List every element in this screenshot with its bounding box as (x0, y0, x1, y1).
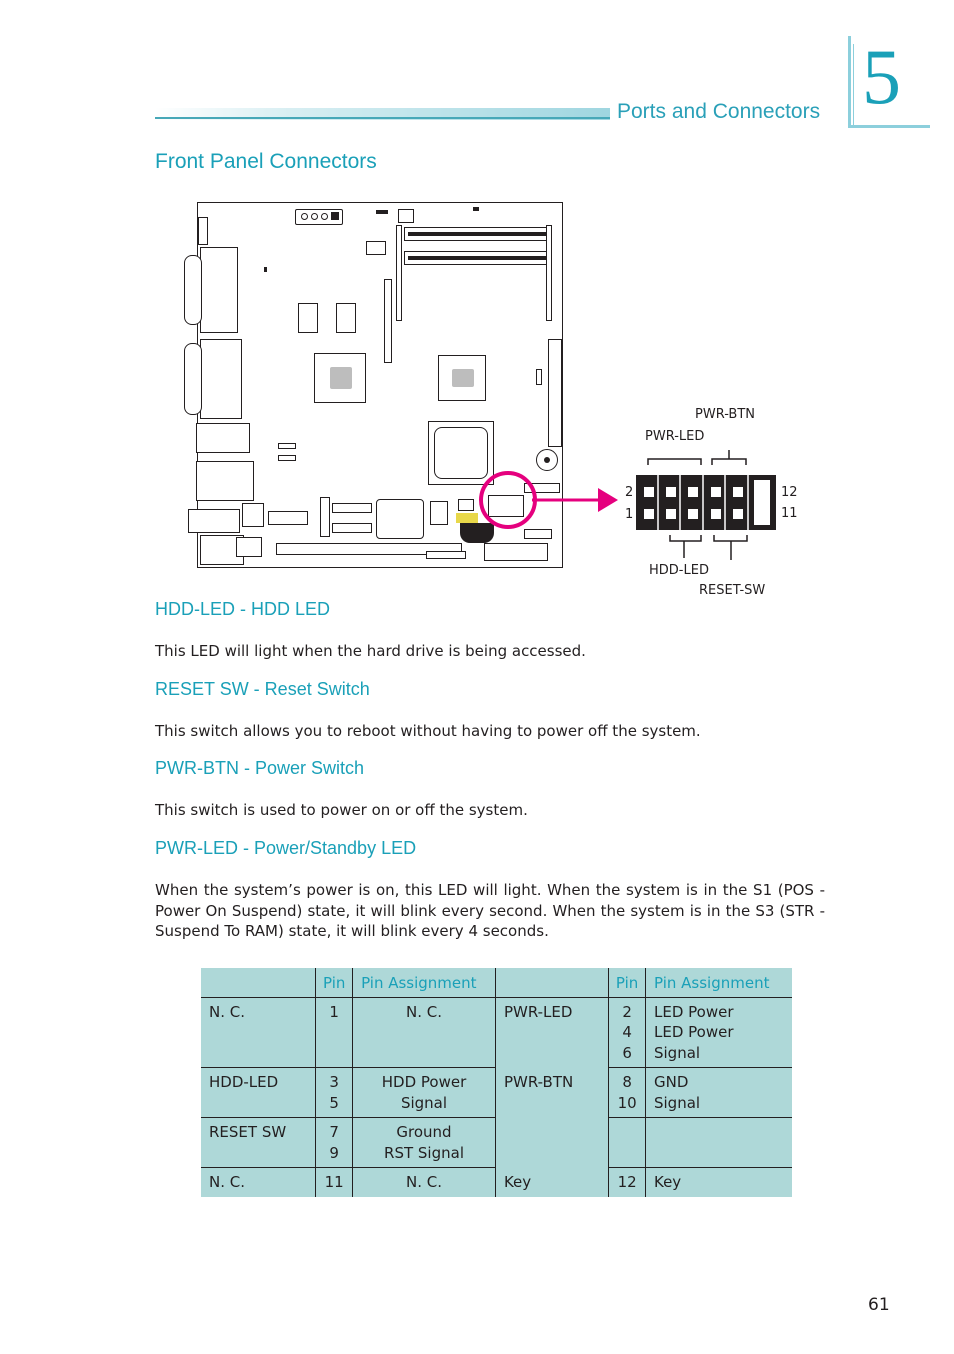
table-cell: RESET SW (201, 1118, 316, 1168)
board-part (484, 543, 548, 561)
table-cell: Key (645, 1168, 792, 1197)
table-header-cell: Pin Assignment (645, 968, 792, 997)
table-cell: 1 (316, 997, 353, 1068)
header-rule (155, 108, 610, 120)
table-cell: 2 4 6 (609, 997, 646, 1068)
usb-port (196, 423, 250, 453)
table-header-cell: Pin Assignment (353, 968, 496, 997)
battery-terminal (544, 457, 550, 463)
section-title: Ports and Connectors (617, 100, 821, 123)
pin (666, 509, 676, 519)
table-cell: HDD Power Signal (353, 1068, 496, 1118)
pwr-led-label: PWR-LED (645, 429, 705, 444)
pin (688, 487, 698, 497)
board-part (278, 443, 296, 449)
table-cell: 8 10 (609, 1068, 646, 1118)
chipset-die (330, 367, 352, 389)
chapter-marker-line-inner (853, 44, 854, 128)
table-row (201, 1068, 792, 1118)
section-heading: HDD-LED - HDD LED (155, 599, 331, 619)
board-part (301, 213, 308, 220)
table-cell: GND Signal (645, 1068, 792, 1118)
table-row (201, 1168, 792, 1197)
pin-number-1: 1 (625, 507, 634, 522)
key-pin (754, 480, 770, 525)
section-body: When the system’s power is on, this LED will light. When the system is in the S1 (POS - Power On Suspend) state, it will blink every second. When the system is in the S3 (STR - Suspend To RAM) state, it will blink every 4 seconds. (155, 881, 825, 940)
pwr-btn-label: PWR-BTN (695, 407, 756, 422)
chapter-marker-line (848, 36, 851, 128)
audio-port (188, 509, 240, 533)
board-part (536, 369, 542, 385)
board-part (311, 213, 318, 220)
table-cell: N. C. (353, 1168, 496, 1197)
highlight-callout (470, 470, 630, 540)
section-heading: RESET SW - Reset Switch (155, 679, 370, 699)
table-cell: HDD-LED (201, 1068, 316, 1118)
board-part (398, 209, 414, 223)
pinout-diagram (636, 450, 786, 560)
section-heading: PWR-BTN - Power Switch (155, 758, 365, 778)
board-part (268, 511, 308, 525)
table-cell (609, 1118, 646, 1168)
board-part (430, 501, 448, 525)
table-cell: 12 (609, 1168, 646, 1197)
bios-chip (336, 303, 356, 333)
table-header-cell (495, 968, 608, 997)
pin (644, 487, 654, 497)
table-cell: N. C. (353, 997, 496, 1068)
board-part (278, 455, 296, 461)
dimm-slot-channel (408, 256, 548, 260)
board-part (264, 267, 267, 272)
board-part (320, 497, 330, 537)
board-part (332, 503, 372, 513)
pin-number-12: 12 (781, 485, 798, 500)
hdd-led-label: HDD-LED (649, 563, 709, 578)
table-header-cell (201, 968, 316, 997)
table-cell (495, 1118, 608, 1168)
table-cell: Ground RST Signal (353, 1118, 496, 1168)
table-header-cell: Pin (609, 968, 646, 997)
board-part (331, 212, 339, 220)
bios-chip (298, 303, 318, 333)
pin-number-11: 11 (781, 506, 798, 521)
serial-port-shell (184, 343, 202, 415)
pwr-btn-bracket (712, 459, 746, 465)
page-heading: Front Panel Connectors (155, 150, 377, 173)
chapter-marker-baseline (848, 125, 930, 128)
table-header-row (201, 968, 792, 997)
table-cell: N. C. (201, 997, 316, 1068)
table-header-cell: Pin (316, 968, 353, 997)
pin (711, 487, 721, 497)
serial-port-shell (184, 255, 202, 325)
chapter-number: 5 (862, 33, 901, 120)
table-cell: 3 5 (316, 1068, 353, 1118)
page-number: 61 (868, 1295, 890, 1315)
table-cell: N. C. (201, 1168, 316, 1197)
pin (733, 509, 743, 519)
board-part (546, 225, 552, 321)
pin (666, 487, 676, 497)
reset-sw-label: RESET-SW (699, 583, 766, 598)
serial-port (200, 247, 238, 333)
board-part (384, 279, 392, 363)
chipset-die (452, 369, 474, 387)
section-heading: PWR-LED - Power/Standby LED (155, 838, 417, 858)
reset-sw-bracket (714, 535, 747, 541)
section-body: This switch allows you to reboot without having to power off the system. (155, 722, 701, 740)
board-part (396, 225, 402, 321)
board-part (321, 213, 328, 220)
highlight-arrow-head (598, 488, 618, 512)
table-cell: LED Power LED Power Signal (645, 997, 792, 1068)
table-cell: PWR-LED (495, 997, 608, 1068)
table-cell: Key (495, 1168, 608, 1197)
board-part (426, 551, 466, 559)
highlight-circle (481, 473, 535, 527)
pin (688, 509, 698, 519)
section-body: This LED will light when the hard drive is being accessed. (155, 642, 586, 660)
table-row (201, 997, 792, 1068)
pin (711, 509, 721, 519)
lan-port (196, 461, 254, 501)
super-io-chip (376, 499, 424, 539)
section-body: This switch is used to power on or off the system. (155, 801, 528, 819)
board-part (242, 503, 264, 527)
board-part (366, 241, 386, 255)
table-cell: 7 9 (316, 1118, 353, 1168)
board-part (198, 217, 208, 245)
table-cell: PWR-BTN (495, 1068, 608, 1118)
dimm-slot-channel (408, 232, 548, 236)
pin (644, 509, 654, 519)
board-part (332, 523, 372, 533)
hdd-led-bracket (670, 535, 701, 541)
pin-number-2: 2 (625, 485, 634, 500)
pwr-led-bracket (648, 459, 701, 465)
board-part (376, 210, 388, 214)
serial-port (200, 339, 242, 419)
chapter-marker (848, 33, 930, 128)
ide-connector (548, 339, 562, 447)
table-row (201, 1118, 792, 1168)
board-part (236, 537, 262, 557)
table-cell (645, 1118, 792, 1168)
pin (733, 487, 743, 497)
table-cell: 11 (316, 1168, 353, 1197)
pin-assignment-table (201, 968, 792, 1197)
board-part (473, 207, 479, 211)
